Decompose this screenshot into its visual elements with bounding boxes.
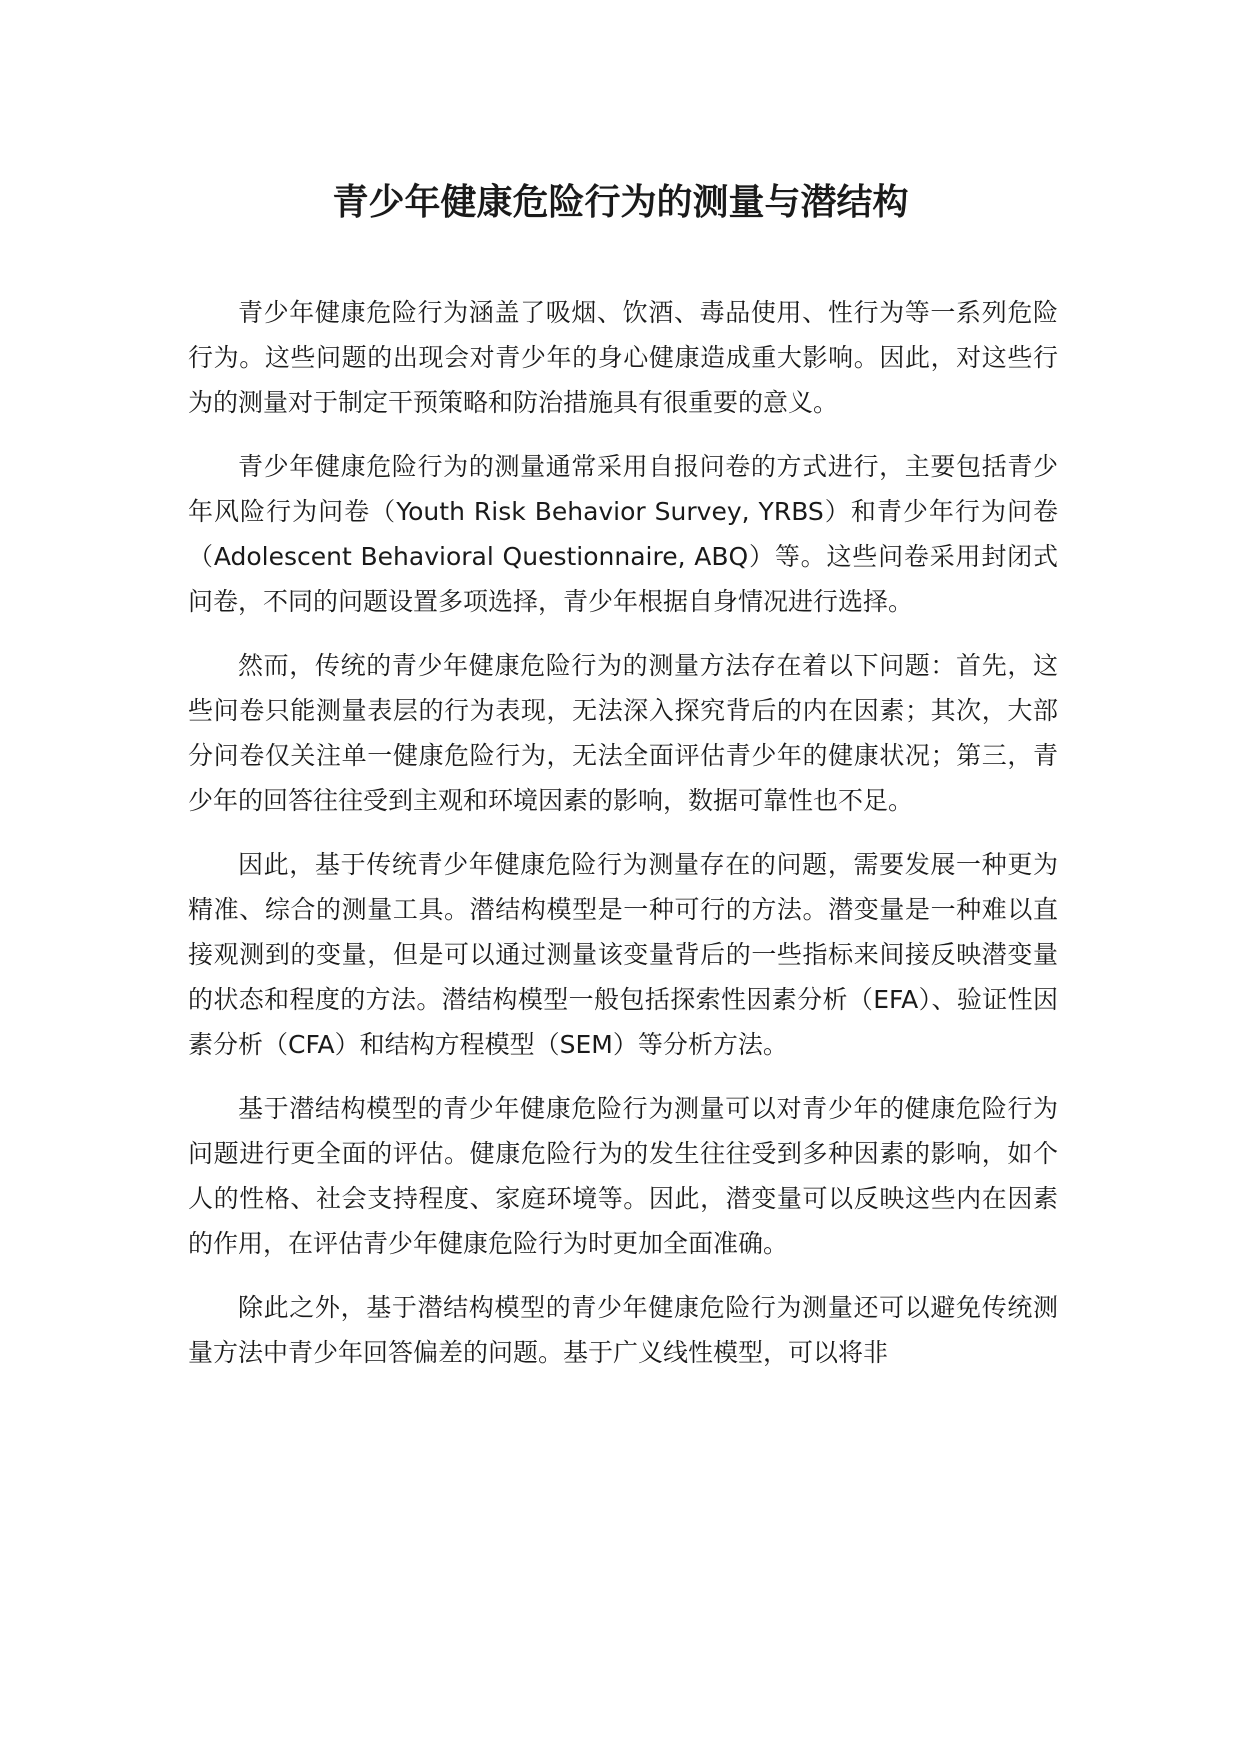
paragraph-3: 然而，传统的青少年健康危险行为的测量方法存在着以下问题：首先，这些问卷只能测量表层的行为表现，无法深入探究背后的内在因素；其次，大部分问卷仅关注单一健康危险行为，无法全面评估青少年的健康状况；第三，青少年的回答往往受到主观和环境因素的影响，数据可靠性也不足。 xyxy=(188,651,1058,815)
paragraph-1: 青少年健康危险行为涵盖了吸烟、饮酒、毒品使用、性行为等一系列危险行为。这些问题的出现会对青少年的身心健康造成重大影响。因此，对这些行为的测量对于制定干预策略和防治措施具有很重要的意义。 xyxy=(188,298,1058,417)
document-body xyxy=(188,290,1058,1394)
document-title: 青少年健康危险行为的测量与潜结构 xyxy=(332,182,909,223)
paragraph-2: 青少年健康危险行为的测量通常采用自报问卷的方式进行，主要包括青少年风险行为问卷（Youth Risk Behavior Survey, YRBS）和青少年行为问卷（Adolescent Behavioral Questionnaire, ABQ）等。这些问卷采用封闭式问卷，不同的问题设置多项选择，青少年根据自身情况进行选择。 xyxy=(188,452,1058,616)
paragraph-4: 因此，基于传统青少年健康危险行为测量存在的问题，需要发展一种更为精准、综合的测量工具。潜结构模型是一种可行的方法。潜变量是一种难以直接观测到的变量，但是可以通过测量该变量背后的一些指标来间接反映潜变量的状态和程度的方法。潜结构模型一般包括探索性因素分析（EFA）、验证性因素分析（CFA）和结构方程模型（SEM）等分析方法。 xyxy=(188,850,1058,1059)
paragraph-5: 基于潜结构模型的青少年健康危险行为测量可以对青少年的健康危险行为问题进行更全面的评估。健康危险行为的发生往往受到多种因素的影响，如个人的性格、社会支持程度、家庭环境等。因此，潜变量可以反映这些内在因素的作用，在评估青少年健康危险行为时更加全面准确。 xyxy=(188,1094,1058,1258)
paragraph-6: 除此之外，基于潜结构模型的青少年健康危险行为测量还可以避免传统测量方法中青少年回答偏差的问题。基于广义线性模型，可以将非 xyxy=(188,1293,1058,1367)
